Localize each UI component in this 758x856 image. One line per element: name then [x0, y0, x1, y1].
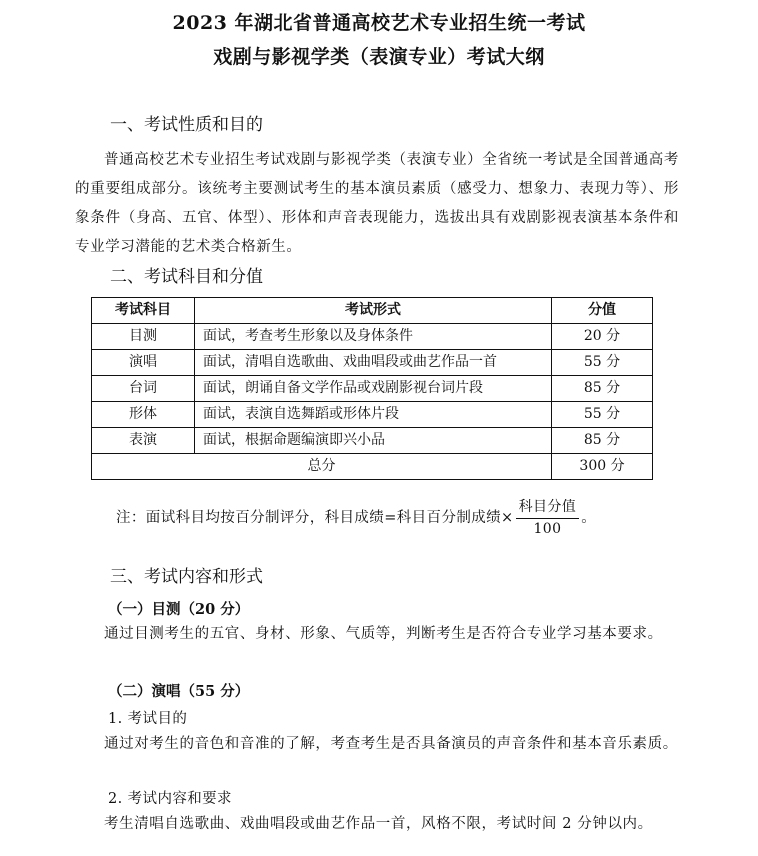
subsection2-heading: （二）演唱（55 分） [108, 683, 250, 700]
note-prefix: 注：面试科目均按百分制评分，科目成绩=科目百分制成绩× [116, 510, 514, 526]
header-form: 考试形式 [195, 298, 552, 324]
fraction-denominator: 100 [533, 521, 562, 537]
score-table [91, 297, 653, 480]
cell-score: 55 分 [552, 402, 653, 428]
document-title-line2: 戏剧与影视学类（表演专业）考试大纲 [213, 46, 545, 68]
cell-form: 面试，考查考生形象以及身体条件 [195, 324, 552, 350]
section1-heading: 一、考试性质和目的 [110, 115, 263, 135]
cell-form: 面试，朗诵自备文学作品或戏剧影视台词片段 [195, 376, 552, 402]
cell-subject: 演唱 [92, 350, 195, 376]
cell-form: 面试，表演自选舞蹈或形体片段 [195, 402, 552, 428]
table-row [92, 428, 653, 454]
header-score: 分值 [552, 298, 653, 324]
note-suffix: 。 [581, 510, 597, 526]
subsection1-heading: （一）目测（20 分） [108, 601, 250, 618]
item1-heading: 1. 考试目的 [108, 711, 188, 727]
header-subject: 考试科目 [92, 298, 195, 324]
item2-heading: 2. 考试内容和要求 [108, 791, 232, 807]
score-note [116, 496, 596, 537]
item2-text: 考生清唱自选歌曲、戏曲唱段或曲艺作品一首，风格不限，考试时间 2 分钟以内。 [104, 816, 653, 832]
cell-subject: 形体 [92, 402, 195, 428]
cell-subject: 目测 [92, 324, 195, 350]
cell-form: 面试，根据命题编演即兴小品 [195, 428, 552, 454]
section2-heading: 二、考试科目和分值 [110, 267, 263, 287]
table-row [92, 376, 653, 402]
document-title-line1: 2023 年湖北省普通高校艺术专业招生统一考试 [172, 12, 586, 34]
fraction-numerator: 科目分值 [516, 496, 580, 519]
cell-score: 85 分 [552, 376, 653, 402]
table-header-row [92, 298, 653, 324]
table-total-row [92, 454, 653, 480]
cell-subject: 台词 [92, 376, 195, 402]
table-row [92, 324, 653, 350]
section1-paragraph: 普通高校艺术专业招生考试戏剧与影视学类（表演专业）全省统一考试是全国普通高考的重要组成部分。该统考主要测试考生的基本演员素质（感受力、想象力、表现力等）、形象条件（身高、五官、体型）、形体和声音表现能力，选拔出具有戏剧影视表演基本条件和专业学习潜能的艺术类合格新生。 [75, 152, 679, 255]
cell-subject: 表演 [92, 428, 195, 454]
section3-heading: 三、考试内容和形式 [110, 567, 263, 587]
item1-text: 通过对考生的音色和音准的了解，考查考生是否具备演员的声音条件和基本音乐素质。 [104, 736, 678, 752]
total-value: 300 分 [552, 454, 653, 480]
cell-score: 20 分 [552, 324, 653, 350]
cell-score: 55 分 [552, 350, 653, 376]
total-label: 总分 [92, 454, 552, 480]
subsection1-text: 通过目测考生的五官、身材、形象、气质等，判断考生是否符合专业学习基本要求。 [104, 626, 663, 642]
score-fraction [516, 496, 580, 537]
table-row [92, 402, 653, 428]
cell-score: 85 分 [552, 428, 653, 454]
cell-form: 面试，清唱自选歌曲、戏曲唱段或曲艺作品一首 [195, 350, 552, 376]
table-row [92, 350, 653, 376]
